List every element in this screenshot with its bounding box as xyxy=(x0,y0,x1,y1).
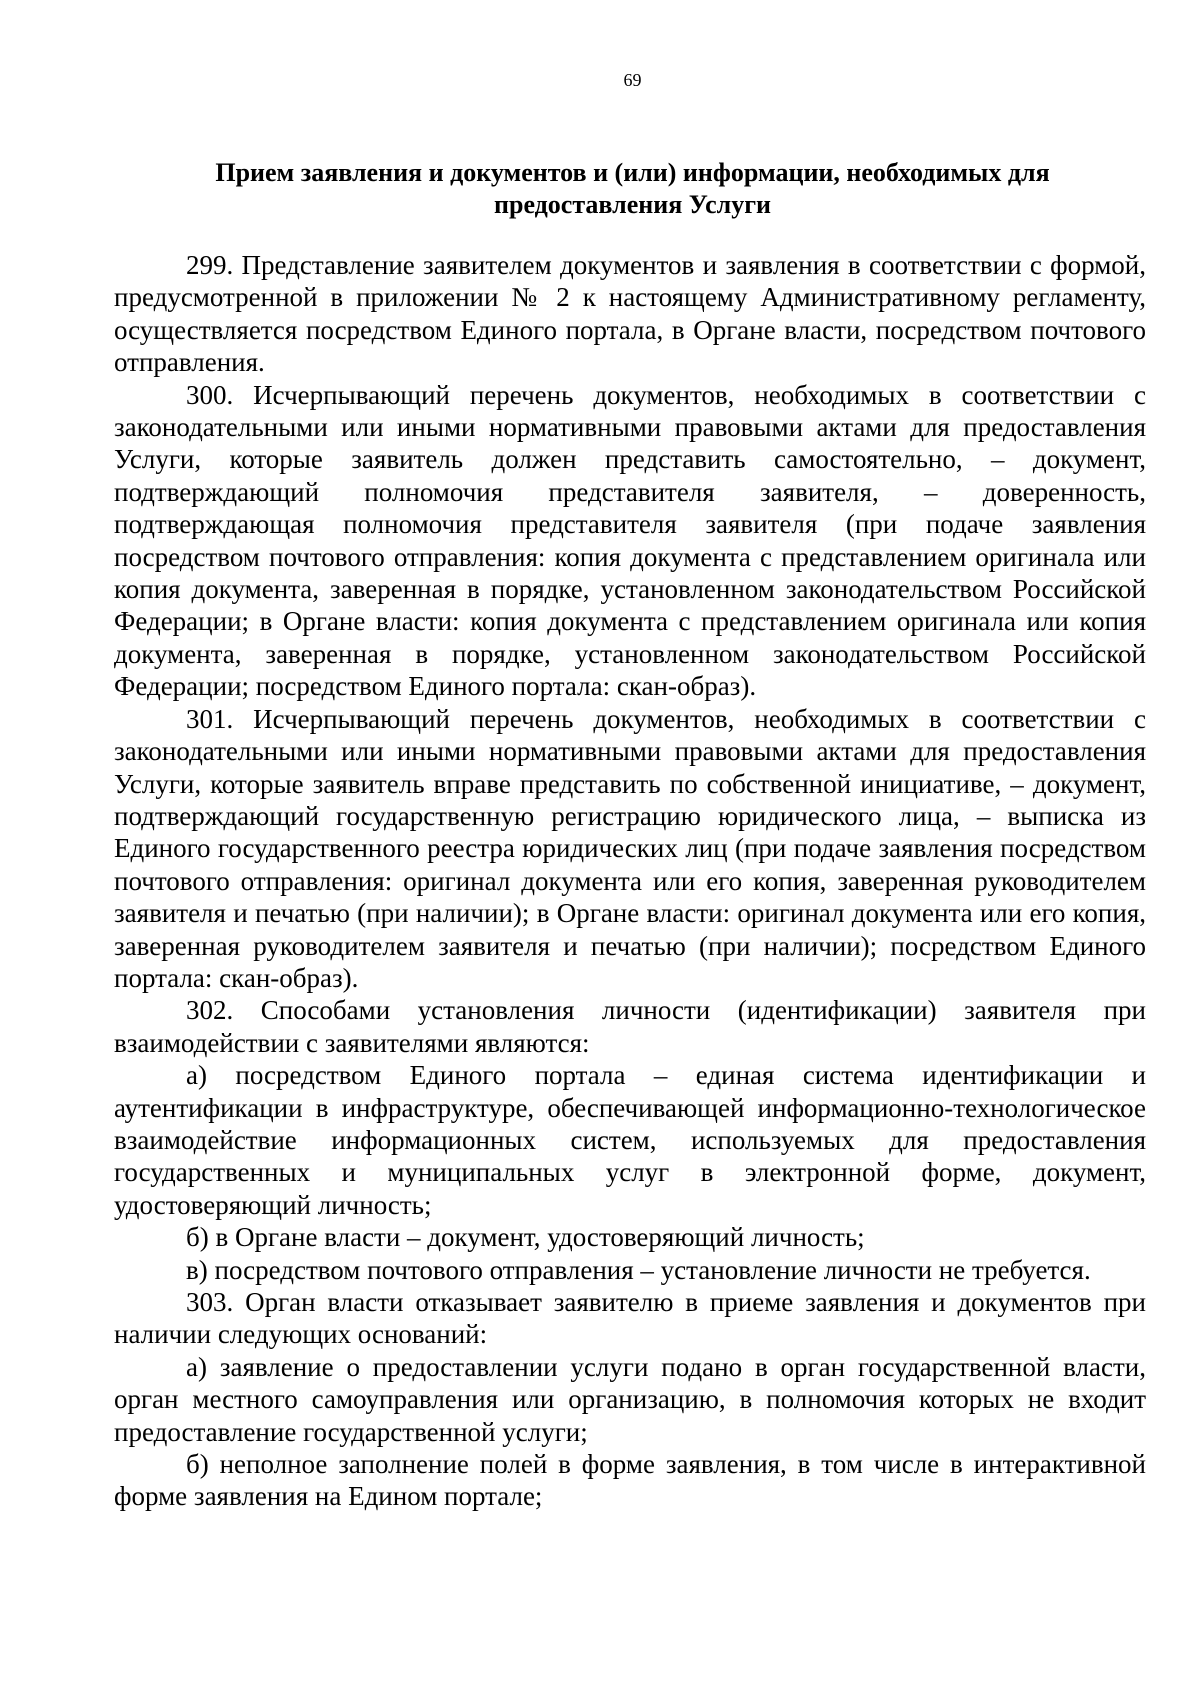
paragraph-299: 299. Представление заявителем документов и заявления в соответствии с формой, предусмотренной в приложении № 2 к настоящему Административному регламенту, осуществляется посредством Единого портала, в Органе власти, посредством почтового отправления. xyxy=(114,250,1146,378)
document-body xyxy=(114,249,1146,1513)
paragraph-302: 302. Способами установления личности (идентификации) заявителя при взаимодействии с заявителями являются: xyxy=(114,995,1146,1058)
paragraph-303-b: б) неполное заполнение полей в форме заявления, в том числе в интерактивной форме заявления на Едином портале; xyxy=(114,1449,1146,1512)
page-number: 69 xyxy=(623,70,642,90)
paragraph-303-a: а) заявление о предоставлении услуги подано в орган государственной власти, орган местного самоуправления или организацию, в полномочия которых не входит предоставление государственной услуги; xyxy=(114,1351,1146,1447)
paragraph-302-b: б) в Органе власти – документ, удостоверяющий личность; xyxy=(186,1222,865,1253)
paragraph-301: 301. Исчерпывающий перечень документов, необходимых в соответствии с законодательными или иными нормативными правовыми актами для предоставления Услуги, которые заявитель вправе представить по собственной инициативе, – документ, подтверждающий государственную регистрацию юридического лица, – выписка из Единого государственного реестра юридических лиц (при подаче заявления посредством почтового отправления: оригинал документа или его копия, заверенная руководителем заявителя и печатью (при наличии); в Органе власти: оригинал документа или его копия, заверенная руководителем заявителя и печатью (при наличии); посредством Единого портала: скан-образ). xyxy=(114,703,1146,993)
paragraph-302-c: в) посредством почтового отправления – установление личности не требуется. xyxy=(186,1254,1091,1285)
paragraph-303: 303. Орган власти отказывает заявителю в приеме заявления и документов при наличии следующих оснований: xyxy=(114,1287,1146,1350)
section-heading: Прием заявления и документов и (или) информации, необходимых для предоставления Услуги xyxy=(215,158,1050,219)
paragraph-302-a: а) посредством Единого портала – единая система идентификации и аутентификации в инфраструктуре, обеспечивающей информационно-технологическое взаимодействие информационных систем, используемых для предоставления государственных и муниципальных услуг в электронной форме, документ, удостоверяющий личность; xyxy=(114,1060,1146,1220)
paragraph-300: 300. Исчерпывающий перечень документов, необходимых в соответствии с законодательными или иными нормативными правовыми актами для предоставления Услуги, которые заявитель должен представить самостоятельно, – документ, подтверждающий полномочия представителя заявителя, – доверенность, подтверждающая полномочия представителя заявителя (при подаче заявления посредством почтового отправления: копия документа с представлением оригинала или копия документа, заверенная в порядке, установленном законодательством Российской Федерации; в Органе власти: копия документа с представлением оригинала или копия документа, заверенная в порядке, установленном законодательством Российской Федерации; посредством Единого портала: скан-образ). xyxy=(114,379,1146,702)
